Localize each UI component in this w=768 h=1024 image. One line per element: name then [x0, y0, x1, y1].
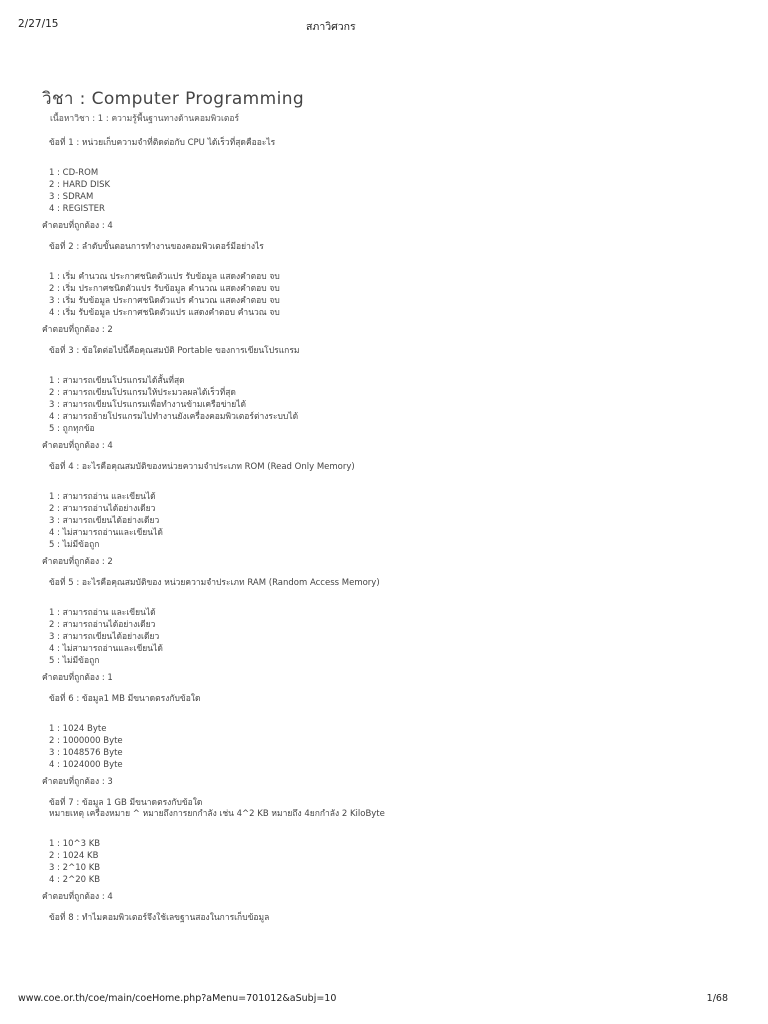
question-title: ข้อที่ 8 : ทำไมคอมพิวเตอร์จึงใช้เลขฐานสองในการเก็บข้อมูล: [49, 913, 270, 923]
question-note: หมายเหตุ เครื่องหมาย ^ หมายถึงการยกกำลัง เช่น 4^2 KB หมายถึง 4ยกกำลัง 2 KiloByte: [49, 809, 385, 819]
correct-answer: คำตอบที่ถูกต้อง : 4: [42, 221, 113, 231]
option-list: [49, 271, 742, 319]
option-list: [49, 491, 742, 551]
option: 2 : สามารถอ่านได้อย่างเดียว: [49, 620, 156, 630]
option: 1 : สามารถอ่าน และเขียนได้: [49, 492, 156, 502]
option: 2 : สามารถเขียนโปรแกรมให้ประมวลผลได้เร็วที่สุด: [49, 388, 236, 398]
question-title: ข้อที่ 5 : อะไรคือคุณสมบัติของ หน่วยความจำประเภท RAM (Random Access Memory): [49, 578, 380, 588]
question-7: [42, 798, 742, 903]
option: 1 : สามารถเขียนโปรแกรมได้สั้นที่สุด: [49, 376, 185, 386]
option: 3 : 1048576 Byte: [49, 748, 123, 758]
question-2: [42, 242, 742, 336]
option-list: [49, 375, 742, 435]
correct-answer: คำตอบที่ถูกต้อง : 3: [42, 777, 113, 787]
question-title: ข้อที่ 1 : หน่วยเก็บความจำที่ติดต่อกับ CPU ได้เร็วที่สุดคืออะไร: [49, 138, 276, 148]
subject-line: เนื้อหาวิชา : 1 : ความรู้พื้นฐานทางด้านคอมพิวเตอร์: [50, 114, 240, 124]
option: 1 : 10^3 KB: [49, 839, 101, 849]
header-date: 2/27/15: [18, 18, 59, 30]
option: 2 : 1024 KB: [49, 851, 99, 861]
option: 5 : ไม่มีข้อถูก: [49, 540, 100, 550]
option: 4 : เริ่ม รับข้อมูล ประกาศชนิดตัวแปร แสดงคำตอบ คำนวณ จบ: [49, 308, 280, 318]
option: 4 : สามารถย้ายโปรแกรมไปทำงานยังเครื่องคอมพิวเตอร์ต่างระบบได้: [49, 412, 299, 422]
option: 3 : SDRAM: [49, 192, 94, 202]
option: 1 : 1024 Byte: [49, 724, 107, 734]
correct-answer: คำตอบที่ถูกต้อง : 2: [42, 557, 113, 567]
option: 2 : HARD DISK: [49, 180, 111, 190]
option: 1 : CD-ROM: [49, 168, 99, 178]
footer-url: www.coe.or.th/coe/main/coeHome.php?aMenu=701012&aSubj=10: [18, 993, 337, 1004]
option: 2 : 1000000 Byte: [49, 736, 123, 746]
option: 4 : 2^20 KB: [49, 875, 101, 885]
question-title: ข้อที่ 7 : ข้อมูล 1 GB มีขนาดตรงกับข้อใด: [49, 798, 203, 808]
option: 4 : 1024000 Byte: [49, 760, 123, 770]
option: 3 : เริ่ม รับข้อมูล ประกาศชนิดตัวแปร คำนวณ แสดงคำตอบ จบ: [49, 296, 280, 306]
question-title: ข้อที่ 6 : ข้อมูล1 MB มีขนาดตรงกับข้อใด: [49, 694, 201, 704]
question-6: [42, 694, 742, 788]
question-list: [42, 138, 742, 924]
option: 4 : REGISTER: [49, 204, 105, 214]
correct-answer: คำตอบที่ถูกต้อง : 4: [42, 441, 113, 451]
option: 1 : เริ่ม คำนวณ ประกาศชนิดตัวแปร รับข้อมูล แสดงคำตอบ จบ: [49, 272, 280, 282]
correct-answer: คำตอบที่ถูกต้อง : 4: [42, 892, 113, 902]
option: 3 : 2^10 KB: [49, 863, 101, 873]
question-title: ข้อที่ 2 : ลำดับขั้นตอนการทำงานของคอมพิวเตอร์มีอย่างไร: [49, 242, 264, 252]
option-list: [49, 838, 742, 886]
header-title: สภาวิศวกร: [306, 21, 356, 33]
question-3: [42, 346, 742, 452]
correct-answer: คำตอบที่ถูกต้อง : 1: [42, 673, 113, 683]
option: 2 : สามารถอ่านได้อย่างเดียว: [49, 504, 156, 514]
option: 4 : ไม่สามารถอ่านและเขียนได้: [49, 528, 163, 538]
question-5: [42, 578, 742, 684]
option: 3 : สามารถเขียนได้อย่างเดียว: [49, 632, 160, 642]
option-list: [49, 723, 742, 771]
page-heading: วิชา : Computer Programming: [42, 89, 305, 109]
option-list: [49, 607, 742, 667]
option: 5 : ไม่มีข้อถูก: [49, 656, 100, 666]
question-1: [42, 138, 742, 232]
option: 1 : สามารถอ่าน และเขียนได้: [49, 608, 156, 618]
correct-answer: คำตอบที่ถูกต้อง : 2: [42, 325, 113, 335]
option: 2 : เริ่ม ประกาศชนิดตัวแปร รับข้อมูล คำนวณ แสดงคำตอบ จบ: [49, 284, 280, 294]
question-4: [42, 462, 742, 568]
option-list: [49, 167, 742, 215]
option: 3 : สามารถเขียนโปรแกรมเพื่อทำงานข้ามเครือข่ายได้: [49, 400, 247, 410]
question-8: [42, 913, 742, 924]
question-title: ข้อที่ 3 : ข้อใดต่อไปนี้คือคุณสมบัติ Portable ของการเขียนโปรแกรม: [49, 346, 300, 356]
option: 4 : ไม่สามารถอ่านและเขียนได้: [49, 644, 163, 654]
option: 3 : สามารถเขียนได้อย่างเดียว: [49, 516, 160, 526]
footer-page-number: 1/68: [706, 993, 728, 1004]
question-title: ข้อที่ 4 : อะไรคือคุณสมบัติของหน่วยความจำประเภท ROM (Read Only Memory): [49, 462, 355, 472]
option: 5 : ถูกทุกข้อ: [49, 424, 95, 434]
